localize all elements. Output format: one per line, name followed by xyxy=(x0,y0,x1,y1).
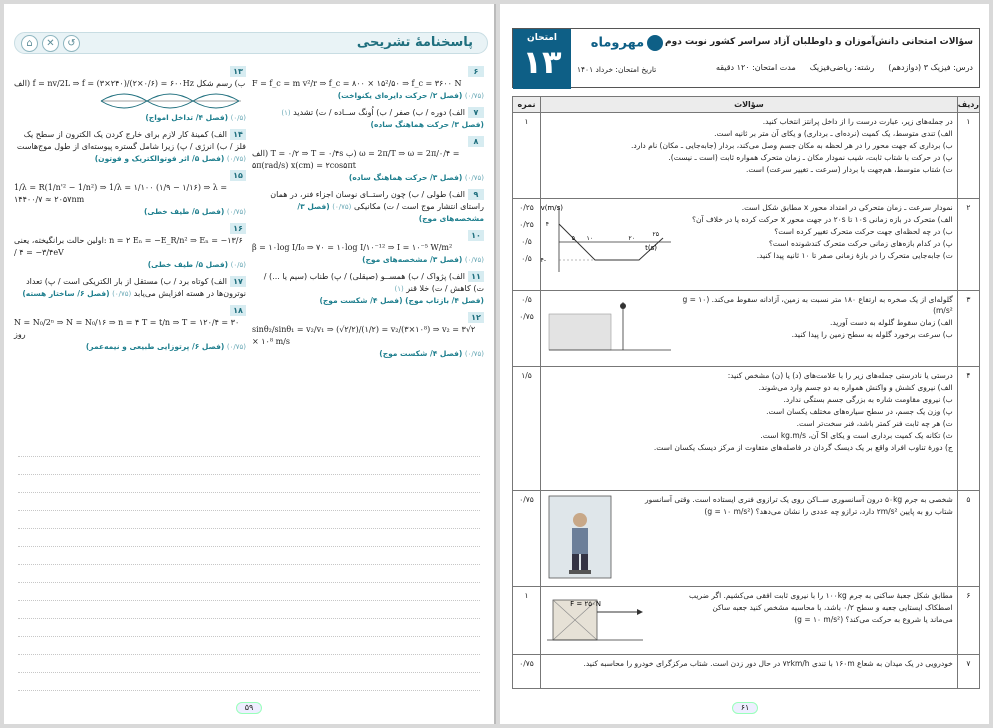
table-row xyxy=(513,655,980,689)
graph-ylabel: v(m/s) xyxy=(540,204,563,212)
row-number: ۷ xyxy=(957,655,979,689)
row-score: ۰/۷۵ xyxy=(513,655,541,689)
answer-topic: (فصل ۵/ طیف خطی) xyxy=(143,207,225,216)
table-header xyxy=(513,97,980,113)
row-number: ۴ xyxy=(957,367,979,491)
question-text: در جمله‌های زیر، عبارت درست را از داخل پرانتز انتخاب کنید. الف) تندی متوسط، یک کمیت (نرده‌ای ـ برداری) و یکای آن متر بر ثانیه است. ب) برداری که جهت محور را در هر لحظه به مکان جسم وصل می‌کند، بردار (جابه‌جایی ـ مکان) نام دارد. پ) در حرکت با شتاب ثابت، شیب نمودار مکان ـ زمان متحرک همواره ثابت (است ـ نیست). ت) شتاب متوسط، هم‌جهت با بردار (سرعت ـ تغییر سرعت) است. xyxy=(541,113,958,199)
graph-tick: -۴ xyxy=(540,257,546,264)
row-number: ۲ xyxy=(957,199,979,291)
answer-block xyxy=(252,230,484,266)
elevator-figure xyxy=(545,494,615,580)
brand-logo-icon xyxy=(647,35,663,51)
answer-block xyxy=(14,223,246,271)
row-number: ۳ xyxy=(957,291,979,367)
row-score: ۰/۲۵ ۰/۲۵ ۰/۵ ۰/۵ xyxy=(513,199,541,291)
answer-number: ۷ xyxy=(468,107,484,118)
answer-score: (۰/۷۵) xyxy=(464,92,484,100)
answers-right-column xyxy=(252,66,484,365)
answer-block xyxy=(14,305,246,353)
table-row xyxy=(513,113,980,199)
exam-date: تاریخ امتحان: خرداد ۱۴۰۱ xyxy=(577,65,657,74)
answer-number: ۹ xyxy=(468,189,484,200)
row-number: ۶ xyxy=(957,587,979,655)
column-row: ردیف xyxy=(957,97,979,113)
answer-number: ۱۱ xyxy=(468,271,484,282)
answer-number: ۱۵ xyxy=(230,170,246,181)
answer-block xyxy=(14,276,246,300)
answer-key-page xyxy=(4,4,496,724)
cliff-figure xyxy=(545,294,675,354)
table-row xyxy=(513,587,980,655)
answer-text: F = f_c = m v²/r ⇒ f_c = ۸۰۰ × ۱۵²/۵۰ ⇒ f_c = ۳۶۰۰ N xyxy=(252,79,462,88)
page-number: ۵۹ xyxy=(236,702,262,714)
answer-text: الف) طولی / ب) چون راستــای نوسان اجزاء فنر، در همان راستای انتشار موج است / ت) مکانیکی xyxy=(270,190,484,211)
exam-number: ۱۳ xyxy=(522,43,562,81)
row-number: ۵ xyxy=(957,491,979,587)
page-number: ۶۱ xyxy=(732,702,758,714)
answer-text: الف) کوتاه برد / ب) مستقل از بار الکتریکی است / پ) تعداد نوترون‌ها در هسته افزایش می‌یابد xyxy=(26,277,246,298)
close-icon[interactable]: ✕ xyxy=(42,35,59,52)
answer-block xyxy=(252,136,484,184)
row-score: ۱ xyxy=(513,113,541,199)
answers-left-column xyxy=(14,66,246,358)
answer-text: β = ۱۰log I/I₀ ⇒ ۷۰ = ۱۰log I/۱۰⁻¹² ⇒ I = ۱۰⁻⁵ W/m² xyxy=(252,243,453,252)
graph-xlabel: t(s) xyxy=(645,244,657,252)
column-questions: سؤالات xyxy=(541,97,958,113)
answer-score: (۰/۷۵) xyxy=(464,174,484,182)
answer-block xyxy=(252,189,484,225)
answer-topic: (فصل ۳/ مشخصه‌های موج) xyxy=(362,255,463,264)
question-text: F = ۲۵۰N مطابق شکل جعبهٔ ساکنی به جرم ۱۰۰kg را با نیروی ثابت افقی می‌کشیم. اگر ضریب اصطکاک ایستایی جعبه و سطح ۰/۲ باشد، با محاسبه مشخص کنید جعبه ساکن می‌ماند یا شروع به حرکت می‌کند؟ (g = ۱۰ m/s²) xyxy=(541,587,958,655)
question-text: درستی یا نادرستی جمله‌های زیر را با علامت‌های (د) یا (ن) مشخص کنید: الف) نیروی کشش و واکنش همواره به دو جسم وارد می‌شوند. ب) نیروی مقاومت شاره به بزرگی جسم بستگی ندارد. پ) وزن یک جسم، در سطح سیاره‌های مختلف یکسان است. ت) هر چه ثابت فنر کمتر باشد، فنر سخت‌تر است. ث) تکانه یک کمیت برداری است و یکای SI آن، kg.m/s است. ج) دورهٔ تناوب افراد واقع بر یک دیسک گردان در فاصله‌های متفاوت از مرکز دیسک یکسان است. xyxy=(541,367,958,491)
graph-tick: ۲۰ xyxy=(628,235,635,242)
answer-text: N = N₀/2ⁿ ⇒ N = N₀/۱۶ ⇒ n = ۴ T = t/n ⇒ T = ۱۲۰/۴ = ۳۰ روز xyxy=(14,318,240,339)
standing-wave-figure xyxy=(96,90,246,112)
answer-score: (۰/۷۵) xyxy=(464,256,484,264)
row-score: ۱/۵ xyxy=(513,367,541,491)
question-text: خودرویی در یک میدان به شعاع ۱۶۰m با تندی ۷۲km/h در حال دور زدن است. شتاب مرکزگرای خودرو را محاسبه کنید. xyxy=(541,655,958,689)
answer-score: (۱) xyxy=(281,109,291,117)
answer-number: ۸ xyxy=(468,136,484,147)
exam-title: سؤالات امتحانی دانش‌آموزان و داوطلبان آزاد سراسر کشور نوبت دوم xyxy=(665,37,973,47)
answer-number: ۶ xyxy=(468,66,484,77)
row-score: ۰/۷۵ xyxy=(513,491,541,587)
exam-course: درس: فیزیک ۳ (دوازدهم) xyxy=(888,63,973,72)
row-number: ۱ xyxy=(957,113,979,199)
brand xyxy=(577,35,677,57)
answer-score: (۰/۷۵) xyxy=(332,203,352,211)
back-icon[interactable]: ↺ xyxy=(63,35,80,52)
answer-score: (۱) xyxy=(394,285,404,293)
question-text: شخصی به جرم ۵۰kg درون آسانسوری ســاکن روی یک ترازوی فنری ایستاده است. وقتی آسانسور شتاب رو به پایین ۲m/s² دارد، ترازو چه عددی را نشان می‌دهد؟ (g = ۱۰ m/s²) xyxy=(541,491,958,587)
exam-badge xyxy=(513,29,571,89)
answer-score: (۰/۷۵) xyxy=(112,290,132,298)
answer-block xyxy=(14,170,246,218)
home-icon[interactable]: ⌂ xyxy=(21,35,38,52)
answer-topic: (فصل ۵/ طیف خطی) xyxy=(147,260,229,269)
questions-table xyxy=(512,96,980,689)
force-label: F = ۲۵۰N xyxy=(570,600,601,608)
table-row xyxy=(513,367,980,491)
graph-tick: ۵ xyxy=(571,235,575,242)
answer-text: الف) دوره / ب) صفر / ب) اُونگ ســاده / ت) تشدید xyxy=(293,108,465,117)
answer-topic: (فصل ۳/ حرکت هماهنگ ساده) xyxy=(370,120,484,129)
exam-page xyxy=(500,4,989,724)
table-row xyxy=(513,491,980,587)
answer-score: (۰/۵) xyxy=(230,261,246,269)
exam-field: رشته: ریاضی‌فیزیک xyxy=(809,63,875,72)
answer-score: (۰/۷۵) xyxy=(464,350,484,358)
answer-number: ۱۰ xyxy=(468,230,484,241)
answer-key-title: پاسخنامهٔ تشریحی xyxy=(356,35,473,50)
answer-key-header xyxy=(14,32,488,54)
answer-topic: (فصل ۶/ ساختار هسته) xyxy=(22,289,110,298)
answer-topic: (فصل ۲/ حرکت دایره‌ای یکنواخت) xyxy=(337,91,463,100)
column-score: نمره xyxy=(513,97,541,113)
exam-label: امتحان xyxy=(527,33,557,43)
answer-block xyxy=(252,312,484,360)
answer-block xyxy=(252,66,484,102)
graph-tick: ۲۵ xyxy=(652,231,659,238)
exam-header xyxy=(512,28,980,88)
answer-number: ۱۳ xyxy=(230,66,246,77)
answer-topic: (فصل ۳/ مشخصه‌های موج) xyxy=(297,202,484,223)
answer-text: الف) کمینهٔ کار لازم برای خارج کردن یک الکترون از سطح یک فلز / ب) انرژی / پ) زیرا شامل گستره پیوسته‌ای از طول موج‌هاست xyxy=(16,130,246,151)
answer-score: (۰/۵) xyxy=(230,114,246,122)
answer-score: (۰/۷۵) xyxy=(226,155,246,163)
answer-topic: (فصل ۴/ بازتاب موج) (فصل ۴/ شکست موج) xyxy=(319,296,484,305)
answer-topic: (فصل ۵/ اثر فوتوالکتریک و فوتون) xyxy=(94,154,225,163)
exam-duration: مدت امتحان: ۱۲۰ دقیقه xyxy=(715,63,796,72)
table-row xyxy=(513,291,980,367)
answer-text: الف) پژواک / ب) همســو (صیقلی) / پ) طناب (سیم یا ...) / ت) کاهش / ت) خلا قنر xyxy=(263,272,484,293)
row-score: ۱ xyxy=(513,587,541,655)
brand-name: مهروماه xyxy=(590,35,645,51)
answer-score: (۰/۷۵) xyxy=(226,343,246,351)
answer-number: ۱۸ xyxy=(230,305,246,316)
table-row xyxy=(513,199,980,291)
crate-figure xyxy=(545,590,645,648)
answer-block xyxy=(252,271,484,307)
velocity-time-graph xyxy=(540,202,675,274)
question-text: v(m/s) t(s) ۵ ۱۰ ۲۰ ۲۵ ۴ -۴ نمودار سرعت ـ زمان متحرکی در امتداد محور x مطابق شکل است. الف) متحرک در بازه زمانی ۱۰s تا ۲۰s در جهت محور x حرکت کرده یا در خلاف آن؟ ب) در چه لحظه‌ای جهت حرکت متحرک تغییر کرده است؟ پ) در کدام بازه‌های زمانی حرکت متحرک کندشونده است؟ ت) جابه‌جایی متحرک را در بازهٔ زمانی صفر تا ۱۰ ثانیه پیدا کنید. xyxy=(541,199,958,291)
answer-number: ۱۴ xyxy=(230,129,246,140)
answer-number: ۱۲ xyxy=(468,312,484,323)
graph-tick: ۴ xyxy=(545,221,549,228)
answer-text: اولین حالت برانگیخته، یعنی: n = ۲ Eₙ = −E_R/n² ⇒ Eₙ = −۱۳/۶ / ۴ = −۳/۴eV xyxy=(14,236,243,257)
answer-block xyxy=(14,129,246,165)
graph-tick: ۱۰ xyxy=(586,235,593,242)
answer-topic: (فصل ۴/ شکست موج) xyxy=(379,349,463,358)
answer-number: ۱۶ xyxy=(230,223,246,234)
answer-block xyxy=(252,107,484,131)
answer-block xyxy=(14,66,246,124)
answer-score: (۰/۷۵) xyxy=(226,208,246,216)
answer-text: الف) f = nv/2L ⇒ f = (۳×۲۴۰)/(۲×۰/۶) = ۶۰۰Hz ب) رسم شکل xyxy=(14,79,246,88)
row-score: ۰/۵ ۰/۷۵ xyxy=(513,291,541,367)
answer-text: الف) T = ۰/۲ ⇒ T = ۰/۴s ب) ω = 2π/T ⇒ ω = 2π/۰/۴ = ۵π(rad/s) x(cm) = ۲cos۵πt xyxy=(252,149,460,170)
answer-topic: (فصل ۳/ حرکت هماهنگ ساده) xyxy=(348,173,463,182)
answer-number: ۱۷ xyxy=(230,276,246,287)
question-text: گلوله‌ای از یک صخره به ارتفاع ۱۸۰ متر نسبت به زمین، آزادانه سقوط می‌کند. (g = ۱۰ m/s²) الف) زمان سقوط گلوله به دست آورید. ب) سرعت برخورد گلوله به سطح زمین را پیدا کنید. xyxy=(541,291,958,367)
answer-topic: (فصل ۶/ پرتوزایی طبیعی و نیمه‌عمر) xyxy=(85,342,225,351)
answer-text: 1/λ = R(1/n'² − 1/n²) ⇒ 1/λ = ۱/۱۰۰ (۱/۹ − ۱/۱۶) ⇒ λ = ۱۴۴۰۰/۷ ≈ ۲۰۵۷nm xyxy=(14,183,228,204)
answer-topic: (فصل ۴/ تداخل امواج) xyxy=(145,113,229,122)
answer-text: sinθ₂/sinθ₁ = v₂/v₁ ⇒ (√۲/۲)/(۱/۲) = v₂/(۳×۱۰⁸) ⇒ v₂ = ۳√۲ × ۱۰⁸ m/s xyxy=(252,325,476,346)
